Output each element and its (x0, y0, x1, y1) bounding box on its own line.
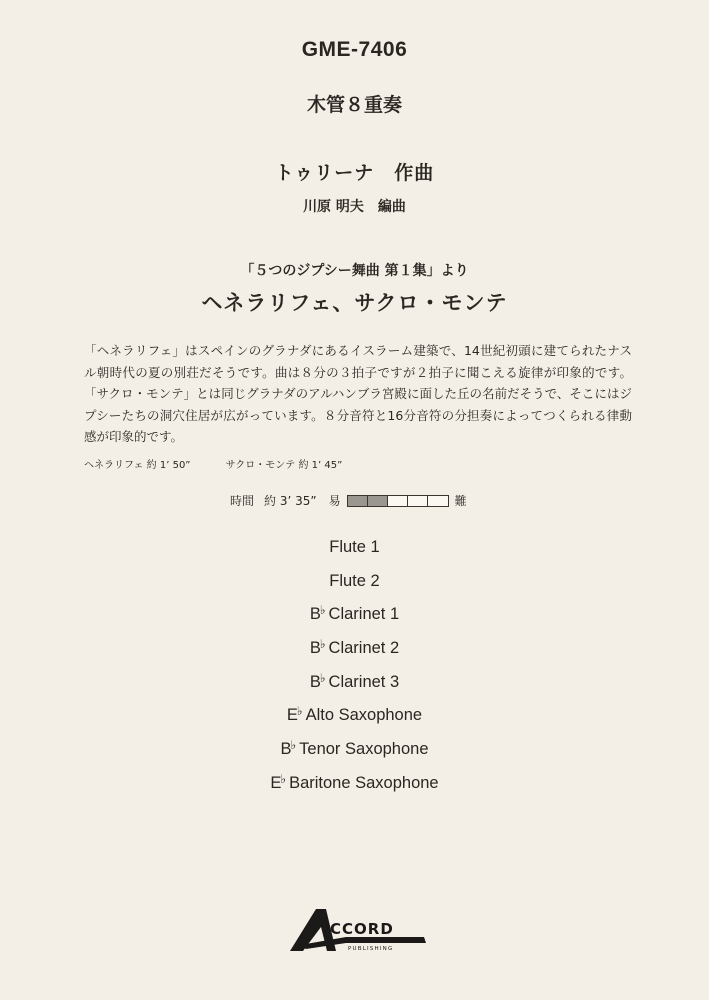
hard-label: 難 (454, 494, 467, 508)
flat-sign-icon: ♭ (296, 704, 303, 719)
catalog-code: GME-7406 (301, 38, 408, 61)
time-difficulty (230, 492, 467, 509)
instrument-item (0, 598, 709, 632)
logo-sub: PUBLISHING (348, 946, 394, 952)
instrument-item (0, 733, 709, 767)
source-work: 「５つのジプシー舞曲 第１集」より (240, 263, 469, 279)
arranger-credit: 川原 明夫 編曲 (303, 199, 406, 215)
time-label: 時間 (230, 494, 255, 508)
instrument-item (0, 565, 709, 599)
description-text: 「ヘネラリフェ」はスペインのグラナダにあるイスラーム建築で、14世紀初頭に建てられたナスル朝時代の夏の別荘だそうです。曲は８分の３拍子ですが２拍子に聞こえる旋律が印象的です。「サクロ・モンテ」とは同じグラナダのアルハンブラ宮殿に面した丘の名前だそうで、そこにはジプシーたちの洞穴住居が広がっています。８分音符と16分音符の分担奏によってつくられる律動感が印象的です。 (84, 343, 632, 444)
instrument-key: B (309, 639, 321, 658)
instrument-item (0, 666, 709, 700)
difficulty-cell (388, 496, 408, 506)
instrument-item (0, 531, 709, 565)
piece-title: ヘネラリフェ、サクロ・モンテ (201, 291, 508, 315)
logo-text: CCORD (330, 920, 394, 938)
duration-generalife: ヘネラリフェ 約 1’ 50” (84, 460, 191, 471)
instrument-name: Alto Saxophone (305, 706, 423, 725)
description (84, 340, 632, 448)
instrument-name: Clarinet 1 (328, 605, 400, 624)
flat-sign-icon: ♭ (319, 637, 326, 652)
flat-sign-icon: ♭ (319, 670, 326, 685)
instrument-name: Clarinet 3 (328, 672, 400, 691)
instrument-key: B (280, 740, 292, 759)
composer-credit: トゥリーナ 作曲 (274, 162, 435, 184)
flat-sign-icon: ♭ (319, 603, 326, 618)
ensemble-type: 木管８重奏 (306, 94, 402, 116)
difficulty-cell (368, 496, 388, 506)
instrument-name: Flute 2 (329, 571, 380, 590)
instrument-key: B (309, 605, 321, 624)
instrument-list (0, 531, 709, 801)
instrument-name: Flute 1 (329, 538, 380, 556)
flat-sign-icon: ♭ (290, 738, 297, 753)
easy-label: 易 (328, 494, 341, 508)
difficulty-cell (348, 496, 368, 506)
accord-publishing-logo (286, 905, 431, 957)
instrument-item (0, 767, 709, 801)
difficulty-cell (408, 496, 428, 506)
instrument-name: Clarinet 2 (328, 639, 400, 658)
difficulty-cell (428, 496, 448, 506)
time-value: 約 3’ 35” (264, 494, 317, 508)
logo-initial: A (296, 951, 297, 952)
instrument-key: E (286, 706, 298, 725)
instrument-key: B (309, 672, 321, 691)
difficulty-bar (347, 495, 449, 507)
flat-sign-icon: ♭ (280, 771, 287, 786)
instrument-item (0, 632, 709, 666)
movement-durations (84, 456, 374, 471)
duration-sacromonte: サクロ・モンテ 約 1’ 45” (225, 460, 343, 471)
instrument-name: Baritone Saxophone (289, 773, 439, 792)
instrument-key: E (270, 773, 282, 792)
instrument-name: Tenor Saxophone (299, 740, 429, 759)
instrument-item (0, 699, 709, 733)
